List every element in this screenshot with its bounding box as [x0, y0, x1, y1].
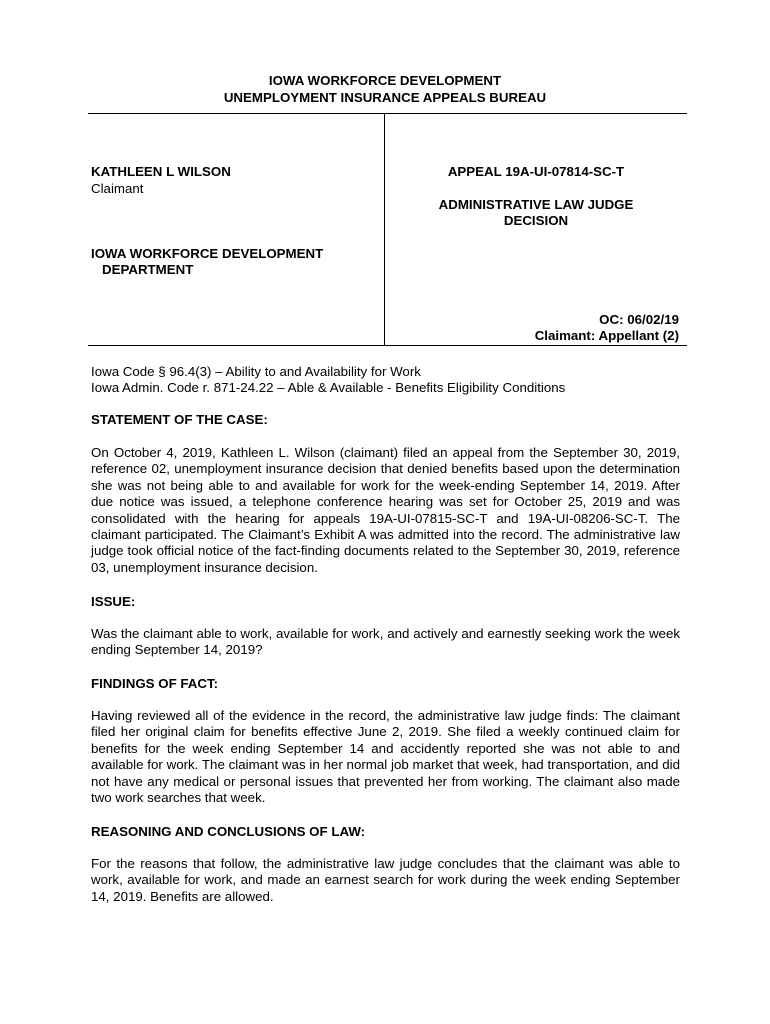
agency-name: IOWA WORKFORCE DEVELOPMENT: [268, 73, 502, 88]
section-heading-findings: FINDINGS OF FACT:: [91, 676, 219, 691]
caption-divider: [384, 113, 385, 346]
decision-title: ADMINISTRATIVE LAW JUDGE: [438, 197, 634, 212]
section-heading-statement: STATEMENT OF THE CASE:: [91, 412, 268, 427]
statement-paragraph: On October 4, 2019, Kathleen L. Wilson (claimant) filed an appeal from the September 30, 2019, reference 02, unemployment insurance decision that denied benefits based upon the determination she was not being able to and available for work for the week-ending September 14, 2019. After due notice was issued, a telephone conference hearing was set for October 25, 2019 and was consolidated with the hearing for appeals 19A-UI-07815-SC-T and 19A-UI-08206-SC-T. The claimant participated. The Claimant’s Exhibit A was admitted into the record. The administrative law judge took official notice of the fact-finding documents related to the September 30, 2019, reference 03, unemployment insurance decision.: [91, 445, 680, 575]
citation: Iowa Admin. Code r. 871-24.22 – Able & Available - Benefits Eligibility Conditions: [91, 380, 566, 396]
claimant-role: Claimant: [91, 181, 144, 196]
employer-name: IOWA WORKFORCE DEVELOPMENT: [91, 246, 324, 261]
caption-top-rule: [88, 113, 687, 114]
section-heading-reasoning: REASONING AND CONCLUSIONS OF LAW:: [91, 824, 366, 839]
appellant-status: Claimant: Appellant (2): [534, 328, 679, 343]
claimant-name: KATHLEEN L WILSON: [91, 164, 231, 179]
original-claim-date: OC: 06/02/19: [599, 312, 679, 327]
section-heading-issue: ISSUE:: [91, 594, 136, 609]
caption-bottom-rule: [88, 345, 687, 346]
findings-paragraph: Having reviewed all of the evidence in the record, the administrative law judge finds: The claimant filed her original claim for benefits effective June 2, 2019. She filed a weekly continued claim for benefits for the week ending September 14 and accidently reported she was not able to and available for work. The claimant was in her normal job market that week, had transportation, and did not have any medical or personal issues that prevented her from working. The claimant also made two work searches that week.: [91, 708, 680, 806]
issue-paragraph: Was the claimant able to work, available for work, and actively and earnestly seeking work the week ending September 14, 2019?: [91, 626, 680, 658]
legal-citations: [91, 364, 681, 397]
employer-name-continued: DEPARTMENT: [102, 262, 194, 277]
reasoning-paragraph: For the reasons that follow, the administrative law judge concludes that the claimant was able to work, available for work, and made an earnest search for work during the week ending September 14, 2019. Benefits are allowed.: [91, 856, 680, 904]
decision-title-continued: DECISION: [503, 213, 569, 228]
appeal-number: APPEAL 19A-UI-07814-SC-T: [447, 164, 625, 179]
bureau-name: UNEMPLOYMENT INSURANCE APPEALS BUREAU: [223, 90, 547, 105]
citation: Iowa Code § 96.4(3) – Ability to and Availability for Work: [91, 364, 421, 379]
